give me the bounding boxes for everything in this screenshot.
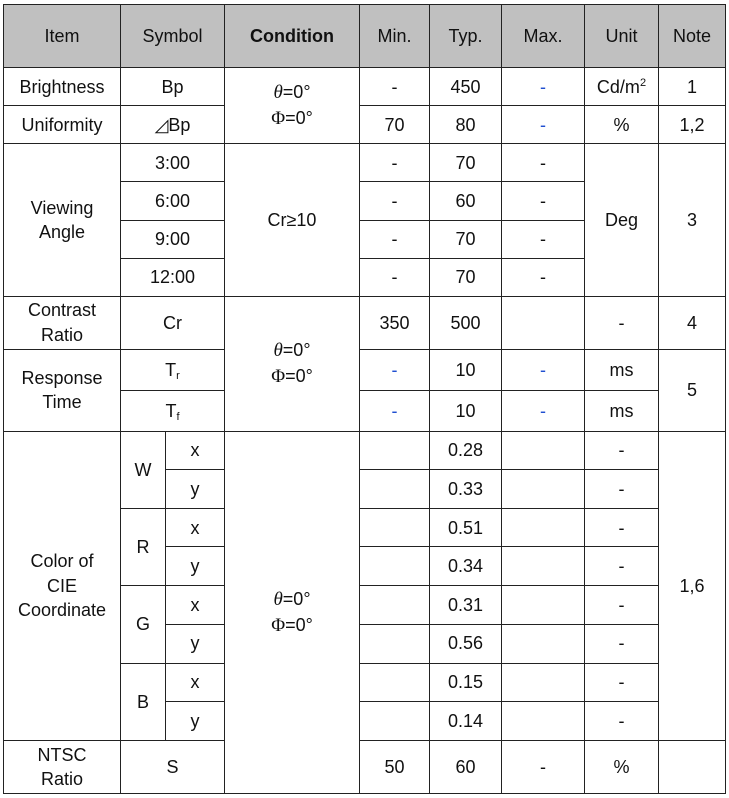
unit-cell: -: [585, 663, 659, 701]
min-cell: -: [360, 220, 430, 258]
min-cell: -: [360, 68, 430, 106]
phi-symbol: Φ: [271, 365, 286, 387]
min-cell: [360, 547, 430, 586]
typ-cell: 10: [430, 349, 502, 390]
unit-superscript: 2: [639, 76, 647, 89]
item-line: Viewing: [30, 197, 94, 218]
symbol-cell: 9:00: [121, 220, 225, 258]
theta-value: =0°: [282, 82, 311, 103]
max-cell: [502, 547, 585, 586]
phi-value: =0°: [285, 107, 313, 128]
theta-symbol: θ: [273, 340, 283, 362]
table-row: [4, 68, 726, 106]
item-response-time: [4, 349, 121, 431]
typ-cell: 60: [430, 740, 502, 793]
item-line: Time: [42, 392, 82, 413]
note-cell: 1: [659, 68, 726, 106]
typ-cell: 0.33: [430, 470, 502, 509]
unit-cell: %: [585, 740, 659, 793]
item-contrast-ratio: [4, 296, 121, 349]
table-row: [4, 296, 726, 349]
table-row: [4, 349, 726, 390]
header-note: Note: [659, 5, 726, 68]
typ-cell: 0.28: [430, 432, 502, 470]
header-min: Min.: [360, 5, 430, 68]
item-uniformity: Uniformity: [4, 106, 121, 144]
typ-cell: 70: [430, 144, 502, 182]
unit-cell: -: [585, 432, 659, 470]
coord-label: y: [166, 701, 225, 740]
max-cell: [502, 624, 585, 663]
unit-cell: Deg: [585, 144, 659, 296]
item-line: NTSC: [37, 744, 87, 765]
symbol-cell: 3:00: [121, 144, 225, 182]
min-cell: [360, 663, 430, 701]
min-cell: [360, 701, 430, 740]
table-row: [4, 144, 726, 182]
item-brightness: Brightness: [4, 68, 121, 106]
coord-label: y: [166, 547, 225, 586]
symbol-base: T: [165, 400, 177, 421]
color-label: R: [121, 509, 166, 586]
max-cell: -: [502, 220, 585, 258]
condition-cell: Cr≥10: [225, 144, 360, 296]
symbol-base: T: [165, 359, 177, 380]
condition-cell: [225, 432, 360, 794]
typ-cell: 0.14: [430, 701, 502, 740]
max-cell: [502, 432, 585, 470]
unit-cell: -: [585, 296, 659, 349]
min-cell: [360, 624, 430, 663]
max-cell: -: [502, 740, 585, 793]
symbol-cell: Cr: [121, 296, 225, 349]
theta-symbol: θ: [273, 588, 283, 610]
typ-cell: 80: [430, 106, 502, 144]
table-row: [4, 740, 726, 793]
header-row: [4, 5, 726, 68]
coord-label: x: [166, 663, 225, 701]
typ-cell: 450: [430, 68, 502, 106]
symbol-text: Bp: [168, 114, 191, 135]
header-unit: Unit: [585, 5, 659, 68]
header-condition: Condition: [225, 5, 360, 68]
coord-label: x: [166, 432, 225, 470]
symbol-subscript: r: [176, 369, 180, 382]
typ-cell: 0.51: [430, 509, 502, 547]
item-line: Coordinate: [17, 600, 107, 621]
min-cell: [360, 470, 430, 509]
item-viewing-angle: [4, 144, 121, 296]
note-cell: 4: [659, 296, 726, 349]
item-line: Angle: [38, 222, 86, 243]
min-cell: -: [360, 144, 430, 182]
phi-symbol: Φ: [271, 614, 286, 636]
symbol-cell: [121, 349, 225, 390]
optical-spec-table: [3, 4, 726, 794]
header-typ: Typ.: [430, 5, 502, 68]
item-line: Color of: [30, 551, 94, 572]
min-cell: 70: [360, 106, 430, 144]
symbol-cell: [121, 390, 225, 431]
max-cell: -: [502, 390, 585, 431]
symbol-cell: 12:00: [121, 258, 225, 296]
header-max: Max.: [502, 5, 585, 68]
min-cell: -: [360, 258, 430, 296]
note-cell: 5: [659, 349, 726, 431]
typ-cell: 0.56: [430, 624, 502, 663]
theta-value: =0°: [282, 588, 311, 609]
typ-cell: 60: [430, 182, 502, 220]
typ-cell: 70: [430, 258, 502, 296]
max-cell: [502, 509, 585, 547]
min-cell: -: [360, 182, 430, 220]
header-symbol: Symbol: [121, 5, 225, 68]
max-cell: [502, 701, 585, 740]
typ-cell: 0.34: [430, 547, 502, 586]
coord-label: y: [166, 624, 225, 663]
header-item: Item: [4, 5, 121, 68]
max-cell: [502, 470, 585, 509]
item-line: Ratio: [40, 768, 84, 789]
item-line: Response: [21, 368, 103, 389]
note-cell: 3: [659, 144, 726, 296]
unit-base: Cd/m: [596, 76, 640, 97]
symbol-brightness: Bp: [121, 68, 225, 106]
unit-cell: -: [585, 509, 659, 547]
delta-icon: ◿: [154, 114, 169, 135]
phi-symbol: Φ: [271, 107, 286, 129]
table-row: [4, 432, 726, 470]
max-cell: [502, 296, 585, 349]
phi-value: =0°: [285, 614, 313, 635]
max-cell: -: [502, 144, 585, 182]
min-cell: 350: [360, 296, 430, 349]
color-label: G: [121, 586, 166, 663]
color-label: W: [121, 432, 166, 509]
unit-cell: -: [585, 470, 659, 509]
unit-cell: -: [585, 586, 659, 624]
max-cell: -: [502, 349, 585, 390]
table-row: [4, 106, 726, 144]
condition-cell: [225, 68, 360, 144]
item-line: CIE: [46, 575, 77, 596]
max-cell: -: [502, 68, 585, 106]
item-line: Ratio: [40, 324, 84, 345]
coord-label: y: [166, 470, 225, 509]
theta-value: =0°: [282, 340, 311, 361]
max-cell: -: [502, 106, 585, 144]
theta-symbol: θ: [273, 82, 283, 104]
typ-cell: 10: [430, 390, 502, 431]
unit-cell: -: [585, 547, 659, 586]
symbol-uniformity: [121, 106, 225, 144]
typ-cell: 0.31: [430, 586, 502, 624]
min-cell: [360, 586, 430, 624]
typ-cell: 500: [430, 296, 502, 349]
coord-label: x: [166, 586, 225, 624]
symbol-cell: S: [121, 740, 225, 793]
min-cell: -: [360, 349, 430, 390]
min-cell: [360, 432, 430, 470]
symbol-subscript: f: [176, 410, 180, 423]
min-cell: 50: [360, 740, 430, 793]
max-cell: [502, 586, 585, 624]
min-cell: -: [360, 390, 430, 431]
color-label: B: [121, 663, 166, 740]
unit-cell: ms: [585, 349, 659, 390]
max-cell: -: [502, 258, 585, 296]
coord-label: x: [166, 509, 225, 547]
item-line: Contrast: [27, 300, 97, 321]
unit-cell: -: [585, 701, 659, 740]
note-cell: 1,2: [659, 106, 726, 144]
note-cell: 1,6: [659, 432, 726, 741]
item-ntsc-ratio: [4, 740, 121, 793]
unit-cell: %: [585, 106, 659, 144]
unit-cell: ms: [585, 390, 659, 431]
symbol-cell: 6:00: [121, 182, 225, 220]
min-cell: [360, 509, 430, 547]
typ-cell: 0.15: [430, 663, 502, 701]
item-cie-coordinate: [4, 432, 121, 741]
unit-cell: -: [585, 624, 659, 663]
condition-cell: [225, 296, 360, 431]
note-cell: [659, 740, 726, 793]
unit-cell: [585, 68, 659, 106]
max-cell: [502, 663, 585, 701]
max-cell: -: [502, 182, 585, 220]
phi-value: =0°: [285, 365, 313, 386]
typ-cell: 70: [430, 220, 502, 258]
